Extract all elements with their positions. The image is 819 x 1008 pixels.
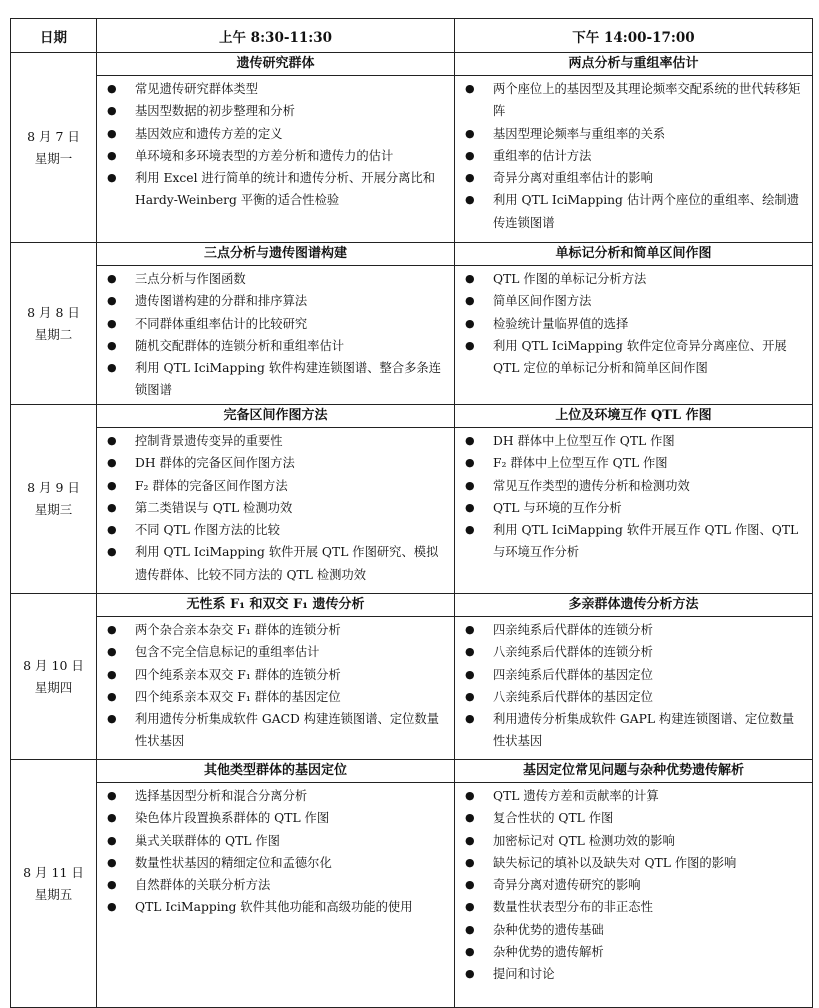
session-title: 上位及环境互作 QTL 作图 xyxy=(455,405,812,428)
list-item: ● 遗传图谱构建的分群和排序算法 xyxy=(97,290,448,312)
day-weekday: 星期一 xyxy=(34,150,73,166)
afternoon-session-cell xyxy=(455,405,813,594)
list-item: ● 选择基因型分析和混合分离分析 xyxy=(97,785,448,807)
list-item: ● 基因型数据的初步整理和分析 xyxy=(97,100,448,122)
list-item: ● 四亲纯系后代群体的连锁分析 xyxy=(455,619,806,641)
list-item: ● 奇异分离对重组率估计的影响 xyxy=(455,167,806,189)
list-item: ● QTL 遗传方差和贡献率的计算 xyxy=(455,785,806,807)
session-title: 两点分析与重组率估计 xyxy=(455,53,812,76)
morning-session-cell xyxy=(97,405,455,594)
session-title: 多亲群体遗传分析方法 xyxy=(455,594,812,617)
topic-list xyxy=(455,428,812,566)
day-date: 8 月 9 日 xyxy=(27,480,80,495)
afternoon-session-cell xyxy=(455,760,813,1008)
session-title: 基因定位常见问题与杂种优势遗传解析 xyxy=(455,760,812,783)
list-item: ● DH 群体中上位型互作 QTL 作图 xyxy=(455,430,806,452)
list-item: ● 重组率的估计方法 xyxy=(455,145,806,167)
date-cell xyxy=(11,760,97,1008)
date-cell xyxy=(11,53,97,243)
day-date: 8 月 8 日 xyxy=(27,304,80,320)
list-item: ● 利用 QTL IciMapping 软件开展互作 QTL 作图、QTL 与环境互作分析 xyxy=(455,519,806,564)
list-item: ● F₂ 群体中上位型互作 QTL 作图 xyxy=(455,452,806,474)
day-date: 8 月 10 日 xyxy=(23,657,84,673)
list-item: ● 单环境和多环境表型的方差分析和遗传力的估计 xyxy=(97,145,448,167)
topic-list xyxy=(455,76,812,236)
list-item: ● 四个纯系亲本双交 F₁ 群体的基因定位 xyxy=(97,686,448,708)
header-morning: 上午 8:30-11:30 xyxy=(97,19,455,53)
session-title: 遗传研究群体 xyxy=(97,53,454,76)
list-item: ● 巢式关联群体的 QTL 作图 xyxy=(97,830,448,852)
list-item: ● 自然群体的关联分析方法 xyxy=(97,874,448,896)
list-item: ● 随机交配群体的连锁分析和重组率估计 xyxy=(97,335,448,357)
morning-session-cell xyxy=(97,243,455,405)
session-title: 三点分析与遗传图谱构建 xyxy=(97,243,454,266)
list-item: ● 八亲纯系后代群体的基因定位 xyxy=(455,686,806,708)
day-row xyxy=(11,243,813,405)
topic-list xyxy=(97,76,454,214)
list-item: ● 利用 QTL IciMapping 估计两个座位的重组率、绘制遗传连锁图谱 xyxy=(455,189,806,234)
list-item: ● 利用遗传分析集成软件 GACD 构建连锁图谱、定位数量性状基因 xyxy=(97,708,448,753)
session-title: 其他类型群体的基因定位 xyxy=(97,760,454,783)
list-item: ● 利用 Excel 进行简单的统计和遗传分析、开展分离比和 Hardy-Weinberg 平衡的适合性检验 xyxy=(97,167,448,212)
day-date: 8 月 7 日 xyxy=(27,128,80,144)
morning-session-cell xyxy=(97,53,455,243)
afternoon-session-cell xyxy=(455,53,813,243)
afternoon-session-cell xyxy=(455,594,813,760)
list-item: ● 四个纯系亲本双交 F₁ 群体的连锁分析 xyxy=(97,664,448,686)
day-weekday: 星期二 xyxy=(34,326,73,342)
list-item: ● 八亲纯系后代群体的连锁分析 xyxy=(455,641,806,663)
list-item: ● 缺失标记的填补以及缺失对 QTL 作图的影响 xyxy=(455,852,806,874)
topic-list xyxy=(455,617,812,755)
day-row xyxy=(11,594,813,760)
list-item: ● 常见互作类型的遗传分析和检测功效 xyxy=(455,475,806,497)
day-row xyxy=(11,53,813,243)
list-item: ● DH 群体的完备区间作图方法 xyxy=(97,452,448,474)
schedule-body xyxy=(11,53,813,1008)
list-item: ● 加密标记对 QTL 检测功效的影响 xyxy=(455,830,806,852)
list-item: ● 利用 QTL IciMapping 软件开展 QTL 作图研究、模拟遗传群体、比较不同方法的 QTL 检测功效 xyxy=(97,541,448,586)
day-row xyxy=(11,405,813,594)
list-item: ● QTL 作图的单标记分析方法 xyxy=(455,268,806,290)
list-item: ● 简单区间作图方法 xyxy=(455,290,806,312)
date-cell xyxy=(11,243,97,405)
topic-list xyxy=(97,266,454,404)
morning-session-cell xyxy=(97,760,455,1008)
list-item: ● 利用遗传分析集成软件 GAPL 构建连锁图谱、定位数量性状基因 xyxy=(455,708,806,753)
list-item: ● 两个座位上的基因型及其理论频率交配系统的世代转移矩阵 xyxy=(455,78,806,123)
header-date: 日期 xyxy=(11,19,97,53)
list-item: ● QTL 与环境的互作分析 xyxy=(455,497,806,519)
list-item: ● 包含不完全信息标记的重组率估计 xyxy=(97,641,448,663)
list-item: ● 杂种优势的遗传基础 xyxy=(455,919,806,941)
list-item: ● 提问和讨论 xyxy=(455,963,806,985)
day-weekday: 星期三 xyxy=(34,502,73,517)
list-item: ● 利用 QTL IciMapping 软件定位奇异分离座位、开展 QTL 定位的单标记分析和简单区间作图 xyxy=(455,335,806,380)
day-weekday: 星期五 xyxy=(34,886,73,902)
list-item: ● 不同 QTL 作图方法的比较 xyxy=(97,519,448,541)
session-title: 单标记分析和简单区间作图 xyxy=(455,243,812,266)
schedule-table xyxy=(10,18,813,1008)
list-item: ● 染色体片段置换系群体的 QTL 作图 xyxy=(97,807,448,829)
list-item: ● 奇异分离对遗传研究的影响 xyxy=(455,874,806,896)
session-title: 完备区间作图方法 xyxy=(97,405,454,428)
list-item: ● 四亲纯系后代群体的基因定位 xyxy=(455,664,806,686)
topic-list xyxy=(455,783,812,988)
date-cell xyxy=(11,405,97,594)
list-item: ● 数量性状基因的精细定位和孟德尔化 xyxy=(97,852,448,874)
topic-list xyxy=(97,783,454,921)
header-row xyxy=(11,19,813,53)
session-title: 无性系 F₁ 和双交 F₁ 遗传分析 xyxy=(97,594,454,617)
topic-list xyxy=(455,266,812,381)
topic-list xyxy=(97,617,454,755)
day-weekday: 星期四 xyxy=(34,679,73,695)
list-item: ● 控制背景遗传变异的重要性 xyxy=(97,430,448,452)
list-item: ● QTL IciMapping 软件其他功能和高级功能的使用 xyxy=(97,896,448,918)
list-item: ● 复合性状的 QTL 作图 xyxy=(455,807,806,829)
list-item: ● 数量性状表型分布的非正态性 xyxy=(455,896,806,918)
day-date: 8 月 11 日 xyxy=(23,864,84,880)
list-item: ● 三点分析与作图函数 xyxy=(97,268,448,290)
morning-session-cell xyxy=(97,594,455,760)
day-row xyxy=(11,760,813,1008)
afternoon-session-cell xyxy=(455,243,813,405)
list-item: ● 利用 QTL IciMapping 软件构建连锁图谱、整合多条连锁图谱 xyxy=(97,357,448,402)
list-item: ● F₂ 群体的完备区间作图方法 xyxy=(97,475,448,497)
date-cell xyxy=(11,594,97,760)
header-afternoon: 下午 14:00-17:00 xyxy=(455,19,813,53)
list-item: ● 两个杂合亲本杂交 F₁ 群体的连锁分析 xyxy=(97,619,448,641)
list-item: ● 基因效应和遗传方差的定义 xyxy=(97,123,448,145)
list-item: ● 杂种优势的遗传解析 xyxy=(455,941,806,963)
list-item: ● 基因型理论频率与重组率的关系 xyxy=(455,123,806,145)
list-item: ● 不同群体重组率估计的比较研究 xyxy=(97,313,448,335)
topic-list xyxy=(97,428,454,588)
list-item: ● 常见遗传研究群体类型 xyxy=(97,78,448,100)
list-item: ● 检验统计量临界值的选择 xyxy=(455,313,806,335)
list-item: ● 第二类错误与 QTL 检测功效 xyxy=(97,497,448,519)
